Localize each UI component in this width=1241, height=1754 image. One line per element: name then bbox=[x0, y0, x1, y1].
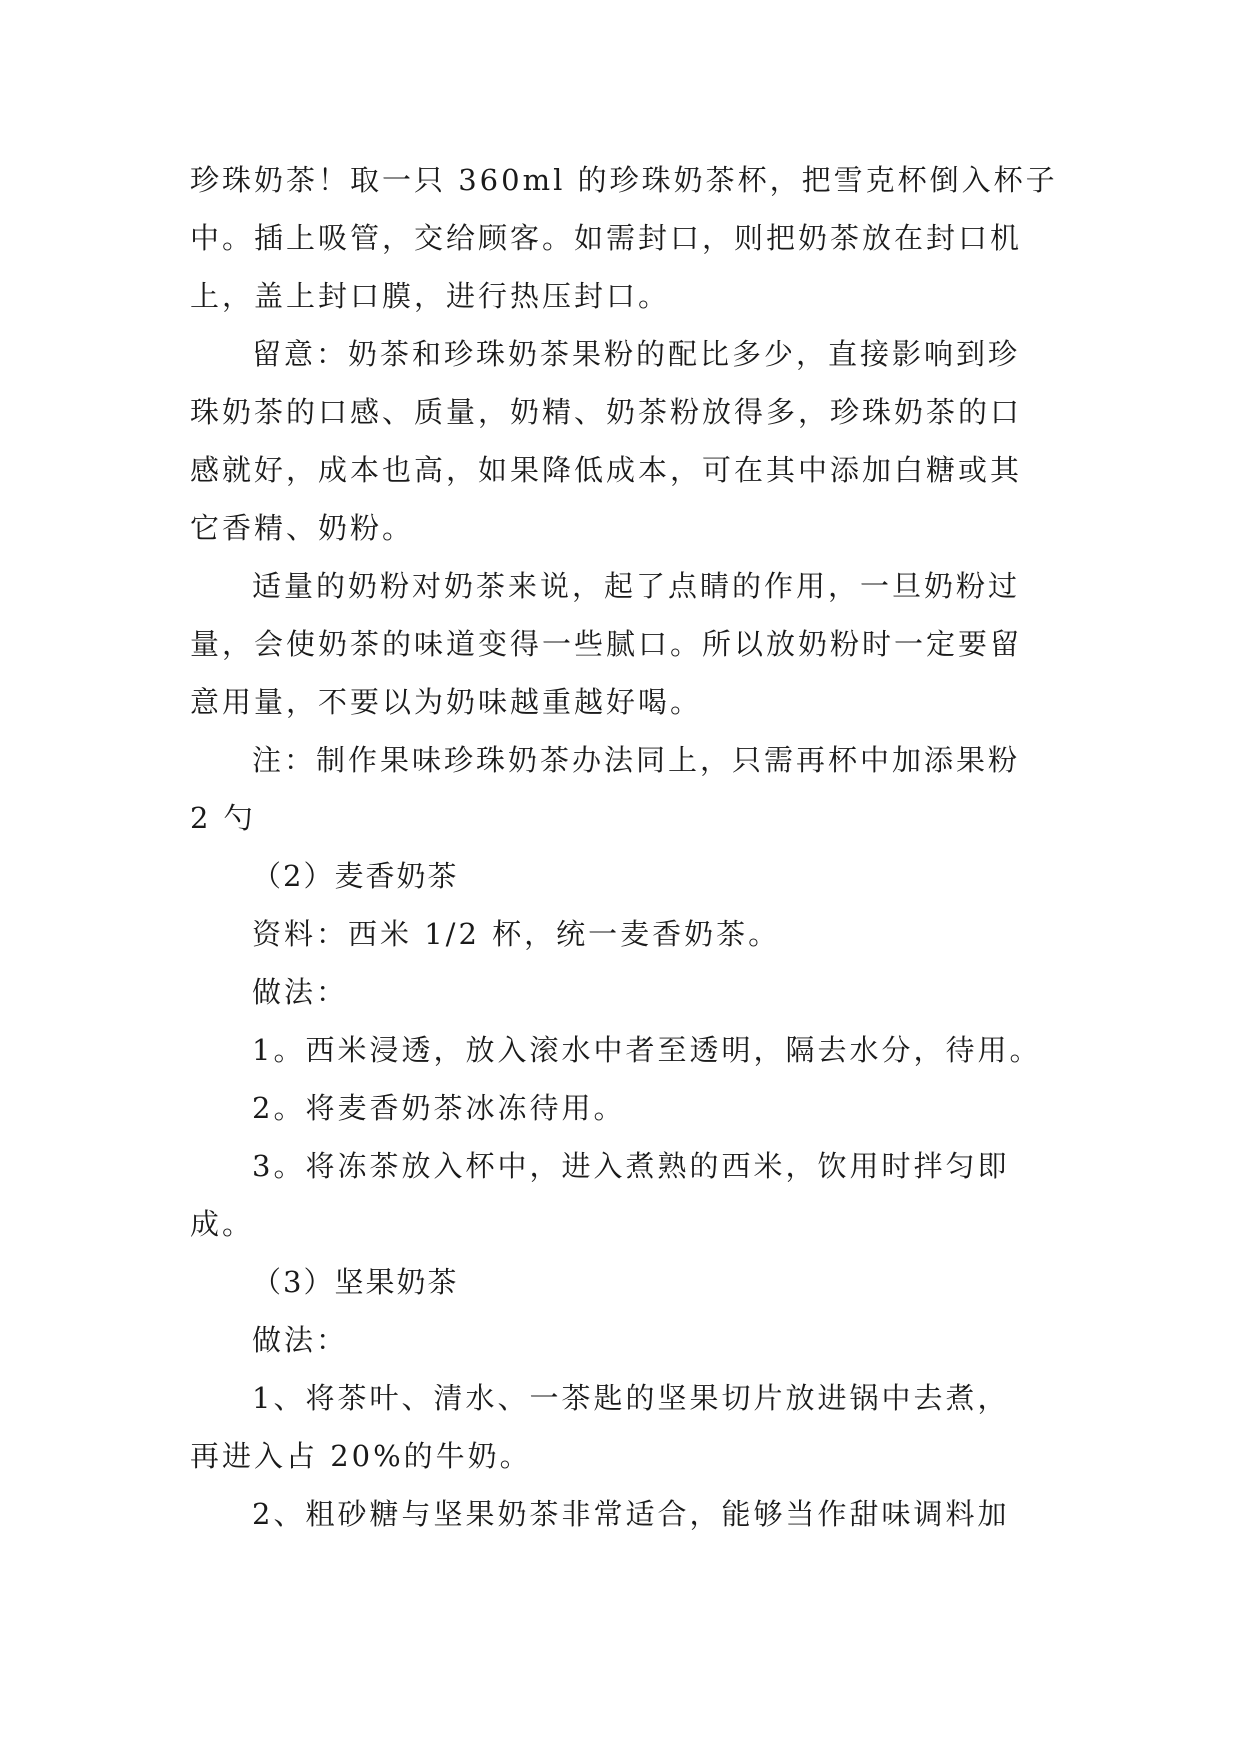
paragraph-line: 适量的奶粉对奶茶来说，起了点睛的作用，一旦奶粉过 bbox=[252, 569, 1021, 603]
step-line: 再进入占 20%的牛奶。 bbox=[190, 1439, 532, 1473]
step-line: 1、将茶叶、清水、一茶匙的坚果切片放进锅中去煮， bbox=[252, 1381, 1010, 1415]
paragraph-line: 它香精、奶粉。 bbox=[190, 511, 415, 545]
step-line: 1。西米浸透，放入滚水中者至透明，隔去水分，待用。 bbox=[252, 1033, 1042, 1067]
paragraph-line: 珍珠奶茶！取一只 360ml 的珍珠奶茶杯，把雪克杯倒入杯子 bbox=[190, 163, 1058, 197]
paragraph-line: 感就好，成本也高，如果降低成本，可在其中添加白糖或其 bbox=[190, 453, 1023, 487]
paragraph-line: 上，盖上封口膜，进行热压封口。 bbox=[190, 279, 671, 313]
paragraph-line: 量，会使奶茶的味道变得一些腻口。所以放奶粉时一定要留 bbox=[190, 627, 1023, 661]
method-label: 做法： bbox=[252, 975, 349, 1009]
paragraph-line: 意用量，不要以为奶味越重越好喝。 bbox=[190, 685, 703, 719]
paragraph-line: 2 勺 bbox=[190, 801, 256, 835]
ingredients-line: 资料：西米 1/2 杯，统一麦香奶茶。 bbox=[252, 917, 781, 951]
step-line: 2、粗砂糖与坚果奶茶非常适合，能够当作甜味调料加 bbox=[252, 1497, 1010, 1531]
paragraph-line: 注：制作果味珍珠奶茶办法同上，只需再杯中加添果粉 bbox=[252, 743, 1021, 777]
method-label: 做法： bbox=[252, 1323, 349, 1357]
step-line: 成。 bbox=[190, 1207, 255, 1241]
paragraph-line: 留意：奶茶和珍珠奶茶果粉的配比多少，直接影响到珍 bbox=[252, 337, 1021, 371]
paragraph-line: 中。插上吸管，交给顾客。如需封口，则把奶茶放在封口机 bbox=[190, 221, 1023, 255]
section-heading: （2）麦香奶茶 bbox=[252, 859, 459, 893]
step-line: 3。将冻茶放入杯中，进入煮熟的西米，饮用时拌匀即 bbox=[252, 1149, 1010, 1183]
section-heading: （3）坚果奶茶 bbox=[252, 1265, 459, 1299]
step-line: 2。将麦香奶茶冰冻待用。 bbox=[252, 1091, 626, 1125]
paragraph-line: 珠奶茶的口感、质量，奶精、奶茶粉放得多，珍珠奶茶的口 bbox=[190, 395, 1023, 429]
